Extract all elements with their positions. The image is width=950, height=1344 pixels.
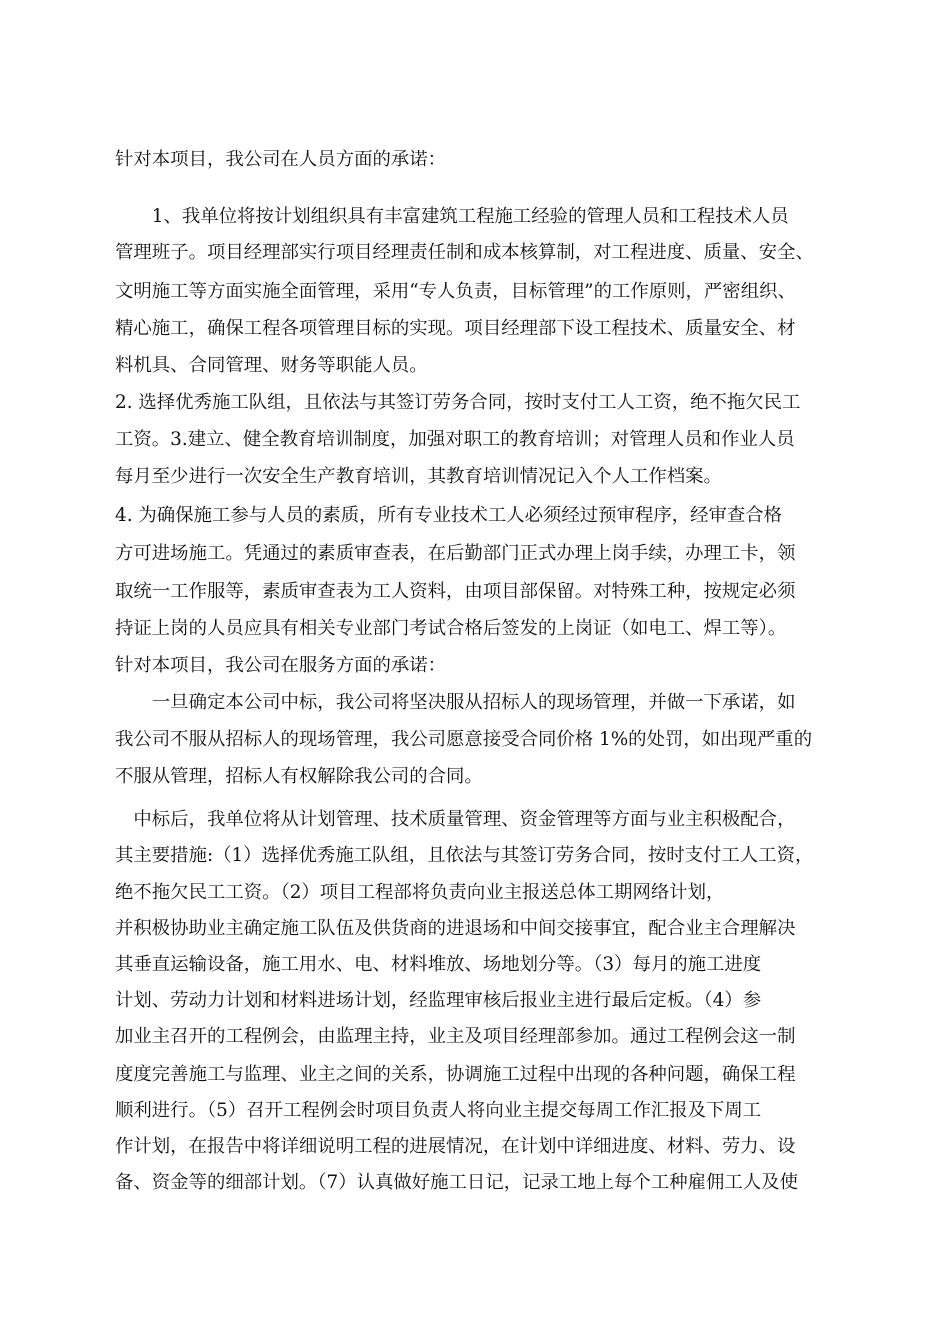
paragraph-line: 一旦确定本公司中标，我公司将坚决服从招标人的现场管理，并做一下承诺，如 — [115, 692, 796, 713]
paragraph-line: 2. 选择优秀施工队组，且依法与其签订劳务合同，按时支付工人工资，绝不拖欠民工 — [115, 392, 801, 413]
paragraph-line: 精心施工，确保工程各项管理目标的实现。项目经理部下设工程技术、质量安全、材 — [115, 318, 796, 339]
paragraph-line: 文明施工等方面实施全面管理，采用“专人负责，目标管理”的工作原则，严密组织、 — [115, 281, 796, 302]
paragraph-line: 度度完善施工与监理、业主之间的关系，协调施工过程中出现的各种问题，确保工程 — [115, 1064, 796, 1085]
paragraph-line: 取统一工作服等，素质审查表为工人资料，由项目部保留。对特殊工种，按规定必须 — [115, 581, 796, 602]
paragraph-line: 中标后，我单位将从计划管理、技术质量管理、资金管理等方面与业主积极配合， — [115, 809, 796, 830]
paragraph-line: 不服从管理，招标人有权解除我公司的合同。 — [115, 766, 483, 787]
paragraph-line: 4. 为确保施工参与人员的素质，所有专业技术工人必须经过预审程序，经审查合格 — [115, 505, 783, 526]
paragraph-line: 每月至少进行一次安全生产教育培训，其教育培训情况记入个人工作档案。 — [115, 466, 722, 487]
paragraph-line: 工资。3.建立、健全教育培训制度，加强对职工的教育培训；对管理人员和作业人员 — [115, 429, 795, 450]
paragraph-line: 持证上岗的人员应具有相关专业部门考试合格后签发的上岗证（如电工、焊工等）。 — [115, 618, 787, 639]
paragraph-line: 管理班子。项目经理部实行项目经理责任制和成本核算制，对工程进度、质量、安全、 — [115, 242, 814, 263]
paragraph-line: 我公司不服从招标人的现场管理，我公司愿意接受合同价格 1%的处罚，如出现严重的 — [115, 729, 813, 750]
paragraph-line: 绝不拖欠民工工资。（2）项目工程部将负责向业主报送总体工期网络计划， — [115, 882, 725, 903]
paragraph-line: 加业主召开的工程例会，由监理主持，业主及项目经理部参加。通过工程例会这一制 — [115, 1026, 796, 1047]
paragraph-line: 计划、劳动力计划和材料进场计划，经监理审核后报业主进行最后定板。（4）参 — [115, 990, 762, 1011]
paragraph-line: 备、资金等的细部计划。（7）认真做好施工日记，记录工地上每个工种雇佣工人及使 — [115, 1172, 798, 1193]
paragraph-line: 方可进场施工。凭通过的素质审查表，在后勤部门正式办理上岗手续，办理工卡，领 — [115, 543, 796, 564]
paragraph-line: 其垂直运输设备，施工用水、电、材料堆放、场地划分等。（3）每月的施工进度 — [115, 954, 762, 975]
section-heading-service: 针对本项目，我公司在服务方面的承诺： — [115, 655, 447, 676]
paragraph-line: 料机具、合同管理、财务等职能人员。 — [115, 355, 428, 376]
paragraph-line: 1、我单位将按计划组织具有丰富建筑工程施工经验的管理人员和工程技术人员 — [115, 206, 789, 227]
paragraph-line: 顺利进行。（5）召开工程例会时项目负责人将向业主提交每周工作汇报及下周工 — [115, 1100, 762, 1121]
paragraph-line: 其主要措施:（1）选择优秀施工队组，且依法与其签订劳务合同，按时支付工人工资， — [115, 845, 814, 866]
section-heading-personnel: 针对本项目，我公司在人员方面的承诺： — [115, 149, 447, 170]
paragraph-line: 并积极协助业主确定施工队伍及供货商的进退场和中间交接事宜，配合业主合理解决 — [115, 918, 796, 939]
paragraph-line: 作计划，在报告中将详细说明工程的进展情况，在计划中详细进度、材料、劳力、设 — [115, 1136, 796, 1157]
